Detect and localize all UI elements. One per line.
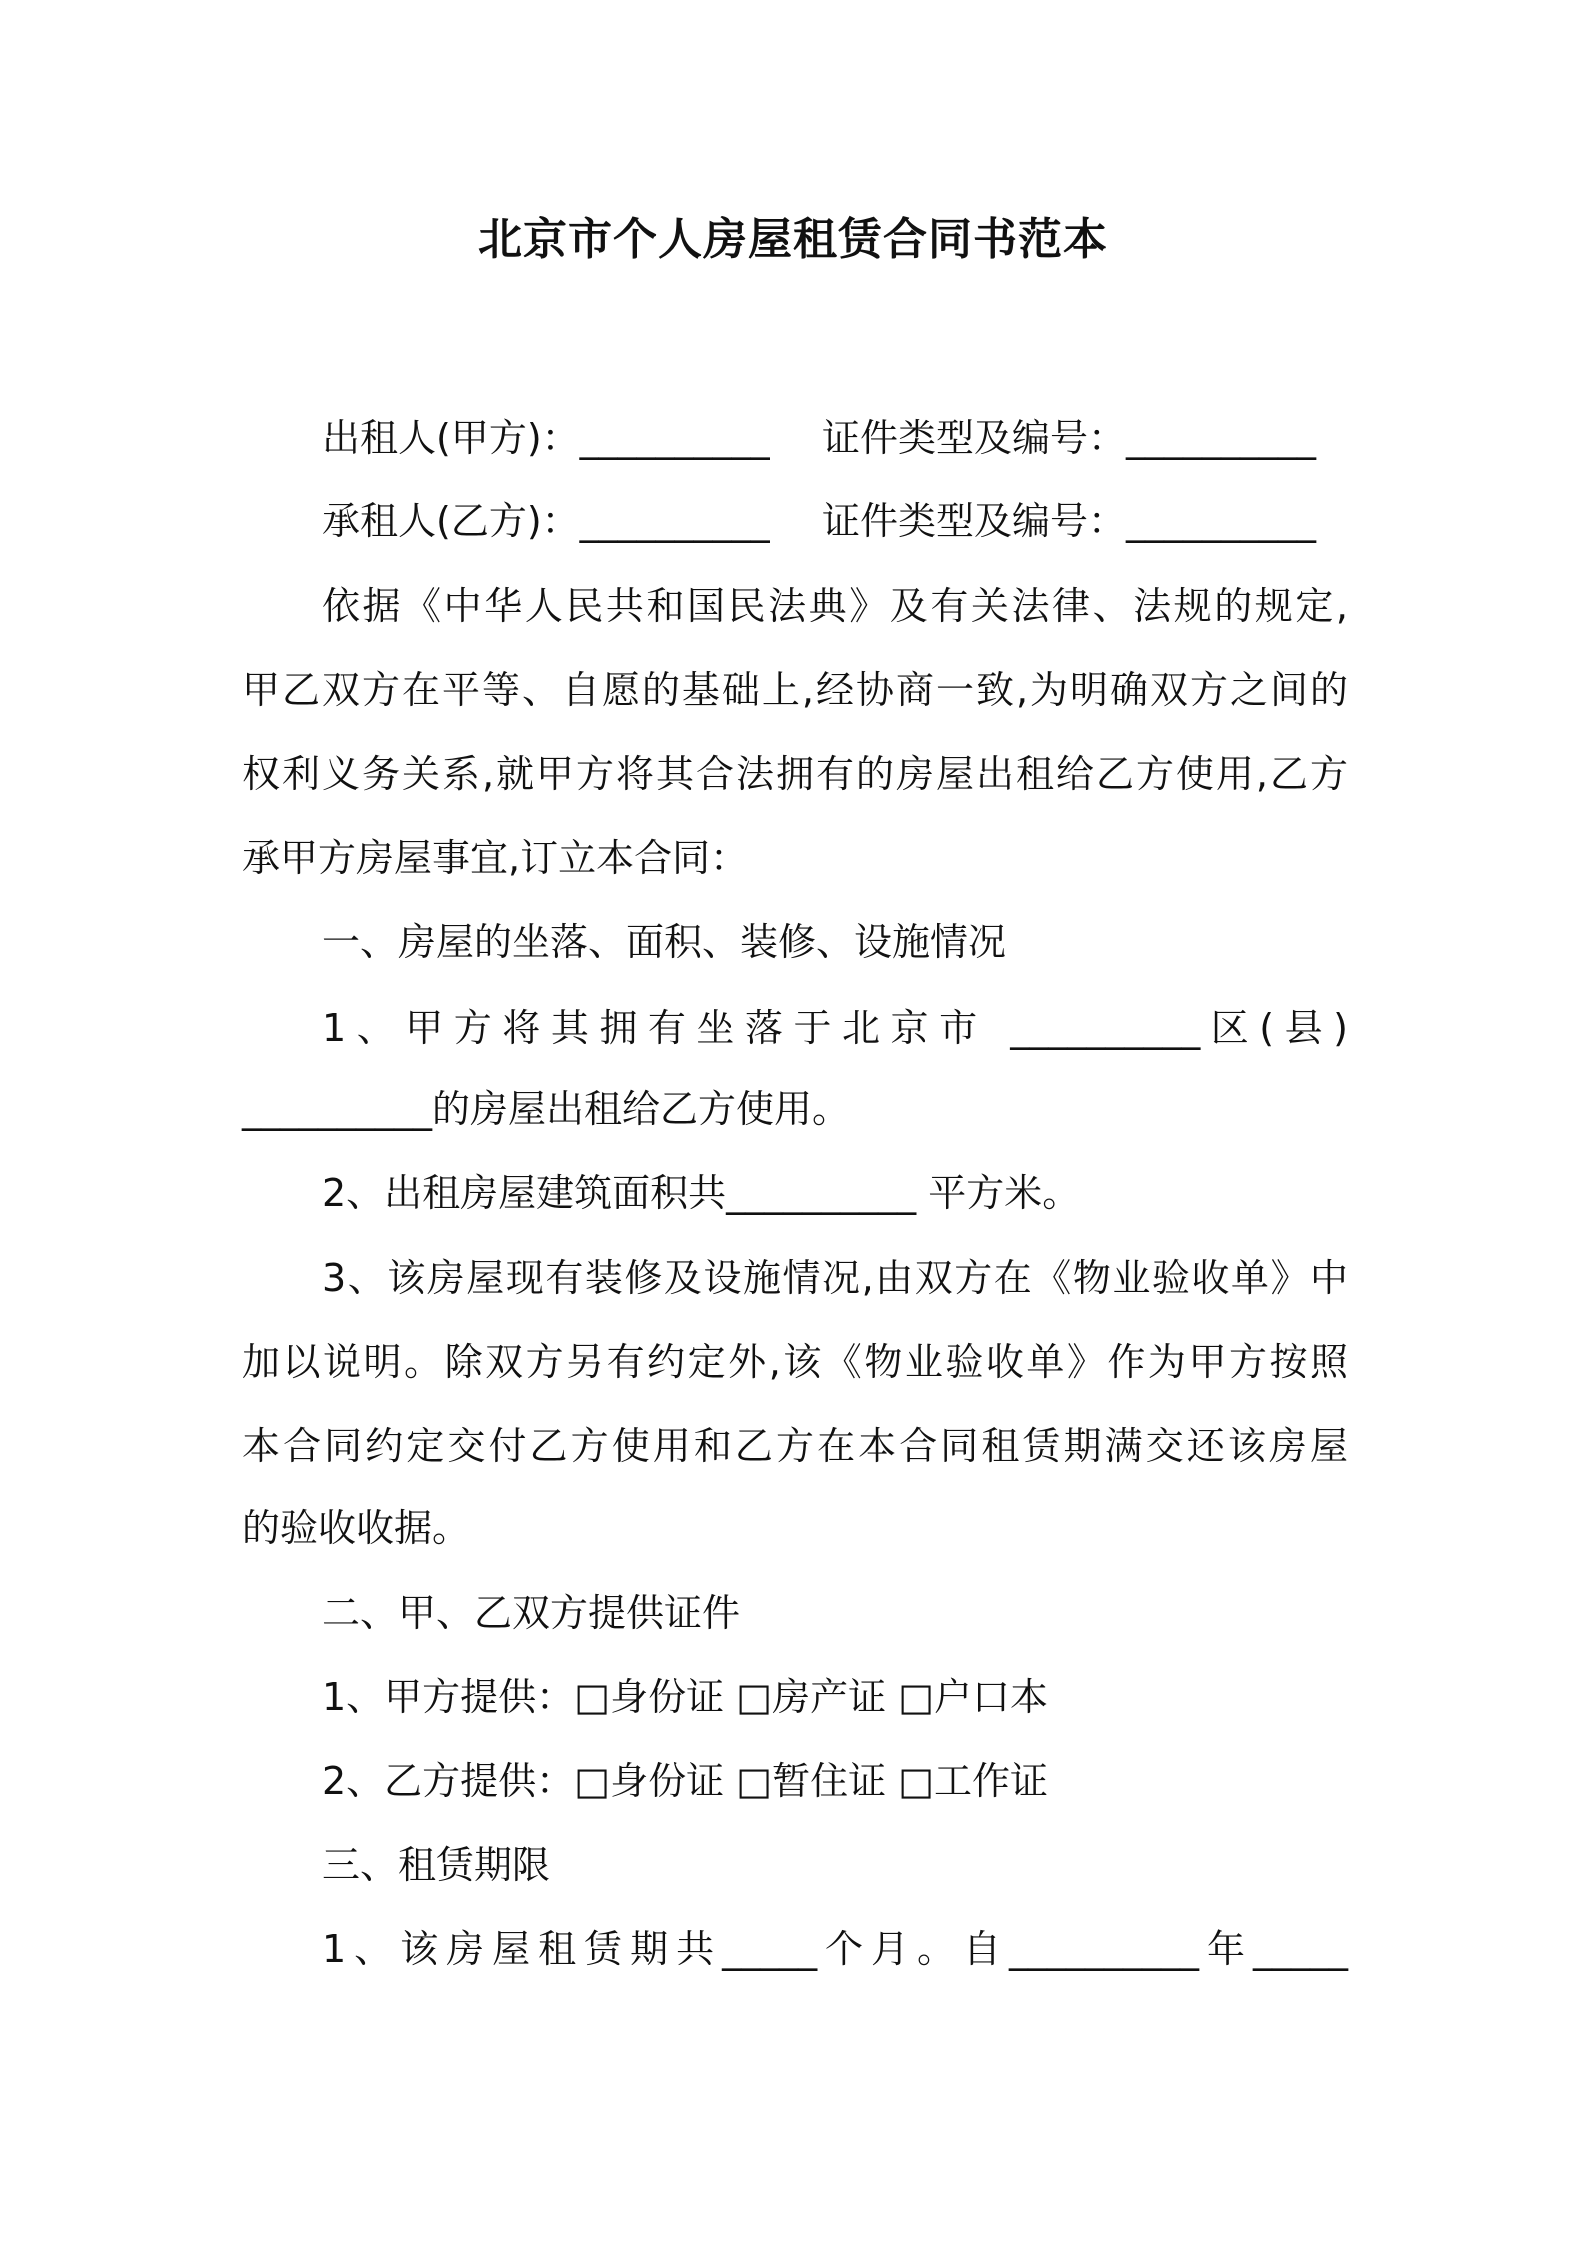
section-1-heading: 一、房屋的坐落、面积、装修、设施情况 <box>322 920 1007 964</box>
section-1-item-1-line-2: __________的房屋出租给乙方使用。 <box>242 1087 851 1131</box>
intro-line: 权利义务关系,就甲方将其合法拥有的房屋出租给乙方使用,乙方 <box>242 752 1348 796</box>
section-2-item-1: 1、甲方提供：□身份证 □房产证 □户口本 <box>322 1675 1049 1719</box>
intro-line: 依据《中华人民共和国民法典》及有关法律、法规的规定, <box>322 584 1348 628</box>
section-1-item-1-line-1: 1、甲方将其拥有坐落于北京市 __________区(县) <box>322 1006 1348 1050</box>
intro-line: 甲乙双方在平等、自愿的基础上,经协商一致,为明确双方之间的 <box>242 668 1348 712</box>
lessor-id-label: 证件类型及编号：__________ <box>822 416 1317 460</box>
section-2-item-2: 2、乙方提供：□身份证 □暂住证 □工作证 <box>322 1759 1049 1803</box>
lessee-row <box>242 493 1348 549</box>
lessee-id-label: 证件类型及编号：__________ <box>822 499 1317 543</box>
document-title: 北京市个人房屋租赁合同书范本 <box>478 214 1108 265</box>
section-3-item-1: 1、该房屋租赁期共_____个月。自__________年_____ <box>322 1927 1348 1971</box>
section-1-item-3-line: 加以说明。除双方另有约定外,该《物业验收单》作为甲方按照 <box>242 1340 1348 1384</box>
lessor-row <box>242 410 1348 466</box>
section-1-item-3-line: 的验收收据。 <box>242 1506 471 1550</box>
section-2-heading: 二、甲、乙双方提供证件 <box>322 1591 741 1635</box>
section-3-heading: 三、租赁期限 <box>322 1843 551 1887</box>
section-1-item-2: 2、出租房屋建筑面积共__________ 平方米。 <box>322 1171 1081 1215</box>
section-1-item-3-line: 本合同约定交付乙方使用和乙方在本合同租赁期满交还该房屋 <box>242 1424 1348 1468</box>
intro-line: 承甲方房屋事宜,订立本合同： <box>242 836 749 880</box>
section-1-item-3-line: 3、该房屋现有装修及设施情况,由双方在《物业验收单》中 <box>322 1256 1348 1300</box>
lessee-label: 承租人(乙方)：__________ <box>322 499 770 543</box>
lessor-label: 出租人(甲方)：__________ <box>322 416 770 460</box>
